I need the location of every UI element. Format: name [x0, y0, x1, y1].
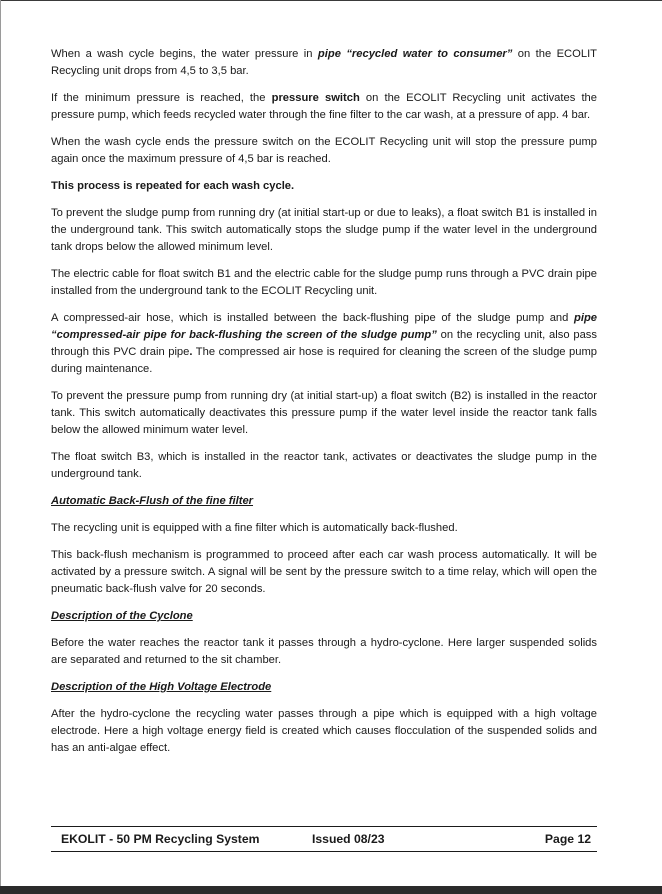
viewer-bottom-bar	[0, 886, 662, 894]
text: If the minimum pressure is reached, the	[51, 92, 272, 104]
text: on the recycling unit, also pass through this PVC drain pipe	[51, 329, 597, 358]
footer-document-title: EKOLIT - 50 PM Recycling System	[61, 832, 260, 846]
paragraph-process-repeated: This process is repeated for each wash cycle.	[51, 180, 295, 192]
text: on the ECOLIT Recycling unit activates the pressure pump, which feeds recycled water through the fine filter to the car wash, at a pressure of app. 4 bar.	[51, 92, 597, 121]
paragraph-float-switch-b2: To prevent the pressure pump from running dry (at initial start-up) a float switch (B2) is installed in the reactor tank. This switch automatically deactivates this pressure pump if the water level inside the reactor tank falls below the allowed minimum water level.	[51, 390, 597, 436]
paragraph-back-flush-mechanism: This back-flush mechanism is programmed to proceed after each car wash process automatically. It will be activated by a pressure switch. A signal will be sent by the pressure switch to a time relay, which will open the pneumatic back-flush valve for 20 seconds.	[51, 549, 597, 595]
document-body	[51, 46, 597, 767]
heading-back-flush: Automatic Back-Flush of the fine filter	[51, 495, 254, 507]
text: When a wash cycle begins, the water pressure in	[51, 48, 318, 60]
page-footer	[51, 826, 597, 852]
paragraph-float-switch-b3: The float switch B3, which is installed in the reactor tank, activates or deactivates the sludge pump in the underground tank.	[51, 451, 597, 480]
paragraph-minimum-pressure	[51, 90, 597, 124]
page-left-border	[0, 0, 1, 886]
paragraph-wash-cycle-ends: When the wash cycle ends the pressure switch on the ECOLIT Recycling unit will stop the pressure pump again once the maximum pressure of 4,5 bar is reached.	[51, 136, 597, 165]
page-top-border	[0, 0, 662, 1]
paragraph-compressed-air-hose	[51, 310, 597, 378]
heading-high-voltage-electrode: Description of the High Voltage Electrode	[51, 681, 272, 693]
pressure-switch-emphasis: pressure switch	[271, 92, 360, 104]
paragraph-electrode: After the hydro-cyclone the recycling water passes through a pipe which is equipped with a high voltage electrode. Here a high voltage energy field is created which causes flocculation of the suspended solids and has an anti-algae effect.	[51, 708, 597, 754]
pipe-name-emphasis: pipe “compressed-air pipe for back-flushing the screen of the sludge pump”	[51, 312, 597, 341]
text: A compressed-air hose, which is installed between the back-flushing pipe of the sludge pump and	[51, 312, 574, 324]
footer-page-number: Page 12	[544, 832, 591, 846]
footer-issued-date: Issued 08/23	[312, 832, 385, 846]
period-bold: .	[189, 346, 193, 358]
paragraph-wash-cycle-begins	[51, 46, 597, 80]
text: The compressed air hose is required for cleaning the screen of the sludge pump during maintenance.	[51, 346, 597, 375]
pipe-name-emphasis: pipe “recycled water to consumer”	[317, 48, 513, 60]
heading-cyclone: Description of the Cyclone	[51, 610, 193, 622]
text: on the ECOLIT Recycling unit drops from 4,5 to 3,5 bar.	[51, 48, 598, 77]
paragraph-hydro-cyclone: Before the water reaches the reactor tank it passes through a hydro-cyclone. Here larger suspended solids are separated and returned to the sit chamber.	[51, 637, 597, 666]
paragraph-float-switch-b1: To prevent the sludge pump from running dry (at initial start-up or due to leaks), a float switch B1 is installed in the underground tank. This switch automatically stops the sludge pump if the water level in the underground tank drops below the allowed minimum level.	[51, 207, 597, 253]
paragraph-electric-cable: The electric cable for float switch B1 and the electric cable for the sludge pump runs through a PVC drain pipe installed from the underground tank to the ECOLIT Recycling unit.	[51, 268, 597, 297]
paragraph-fine-filter: The recycling unit is equipped with a fine filter which is automatically back-flushed.	[51, 522, 458, 534]
